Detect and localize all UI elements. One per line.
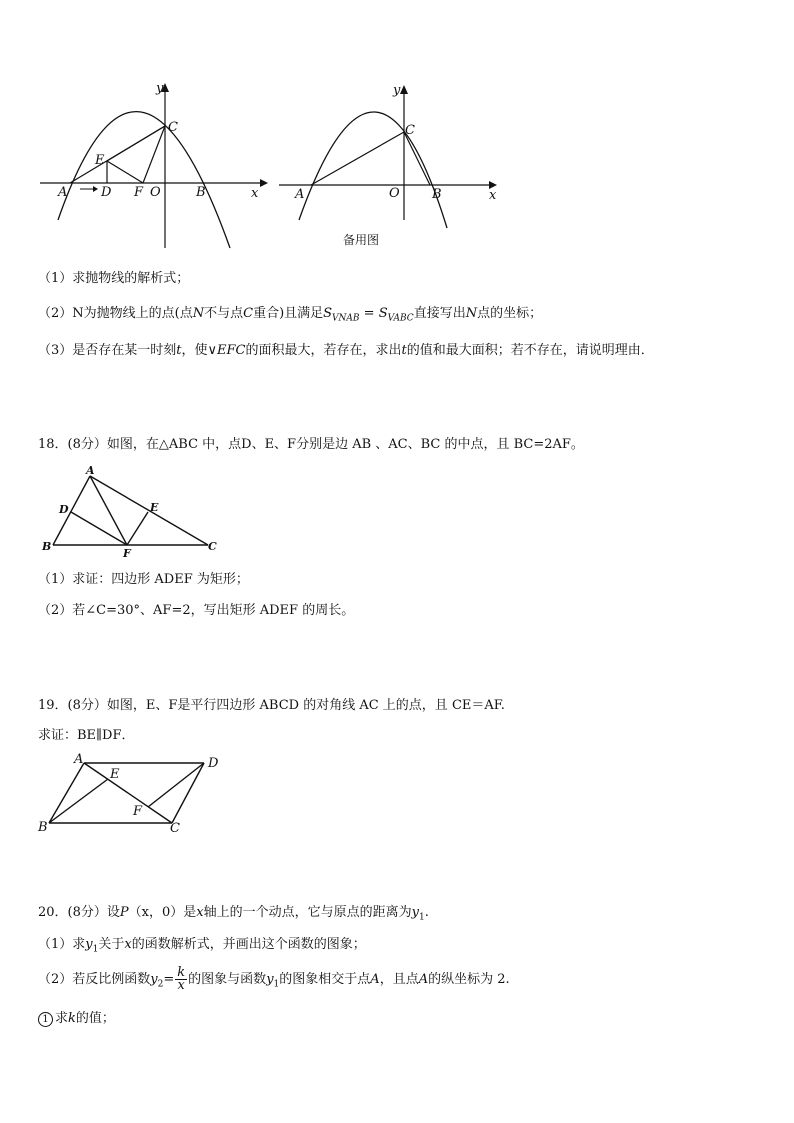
q18-part1: （1）求证：四边形 ADEF 为矩形； [38, 572, 249, 587]
q18-label-E: E [150, 501, 159, 514]
q19-proof: 求证：BE∥DF． [38, 728, 135, 743]
k-over-x-fraction: $\frac{k}{x}$ [177, 965, 186, 993]
q19-label-C: C [170, 821, 180, 836]
q20-subpart1: 1 求k的值； [38, 1010, 115, 1028]
fig1-label-y: y [156, 81, 164, 96]
fig1-label-B: B [196, 185, 206, 200]
parabola-figure-main [38, 80, 268, 250]
q18-part2: （2）若∠C=30°、AF=2，写出矩形 ADEF 的周长。 [38, 603, 355, 618]
fig1-label-A: A [58, 185, 68, 200]
q19-label-A: A [74, 752, 84, 767]
parabola-figure-backup [277, 80, 507, 250]
fig2-caption: 备用图 [343, 233, 380, 247]
fig2-label-B: B [432, 187, 442, 202]
fig2-label-C: C [405, 123, 415, 138]
circled-number-icon: 1 [38, 1012, 53, 1027]
fig2-label-O: O [389, 186, 400, 201]
q18-label-F: F [123, 547, 131, 560]
q19-label-D: D [208, 756, 219, 771]
q18-label-A: A [86, 464, 95, 477]
q18-stem: 18．(8分）如图，在△ABC 中，点D、E、F分别是边 AB 、AC、BC 的中点，且 BC=2AF。 [38, 437, 584, 452]
q19-parallelogram-figure [36, 752, 226, 837]
fig1-label-E: E [95, 153, 105, 168]
q19-label-B: B [38, 820, 48, 835]
fig1-label-C: C [168, 120, 178, 135]
q19-label-F: F [133, 804, 143, 819]
q17-part2: （2）N为抛物线上的点(点N不与点C重合)且满足$S_{VNAB} = S_{VABC}$直接写出N点的坐标； [38, 306, 543, 324]
q18-triangle-figure [40, 463, 225, 558]
fig1-label-x: x [251, 186, 259, 201]
q17-part1: （1）求抛物线的解析式； [38, 271, 190, 286]
q19-label-E: E [110, 767, 120, 782]
fig1-label-O: O [150, 185, 161, 200]
fig2-label-y: y [393, 83, 401, 98]
q18-label-D: D [59, 503, 69, 516]
fig2-label-A: A [295, 187, 305, 202]
fig1-label-D: D [101, 185, 112, 200]
fig2-label-x: x [489, 188, 497, 203]
q20-part2: （2）若反比例函数$y_2=$ $\frac{k}{x}$ 的图象与函数$y_1$的图象相交于点A，且点A的纵坐标为 2. [38, 965, 510, 993]
q17-part3: （3）是否存在某一时刻t，使∨EFC的面积最大，若存在，求出t的值和最大面积；若不存在，请说明理由． [38, 343, 654, 358]
q18-label-C: C [208, 540, 217, 553]
q20-stem: 20．(8分）设P（x，0）是x轴上的一个动点，它与原点的距离为$y_1$. [38, 905, 429, 923]
q20-part1: （1）求$y_1$关于x的函数解析式，并画出这个函数的图象； [38, 937, 366, 955]
q19-stem: 19．(8分）如图，E、F是平行四边形 ABCD 的对角线 AC 上的点，且 CE＝AF. [38, 698, 505, 713]
q18-label-B: B [42, 540, 52, 553]
fig1-label-F: F [134, 185, 144, 200]
